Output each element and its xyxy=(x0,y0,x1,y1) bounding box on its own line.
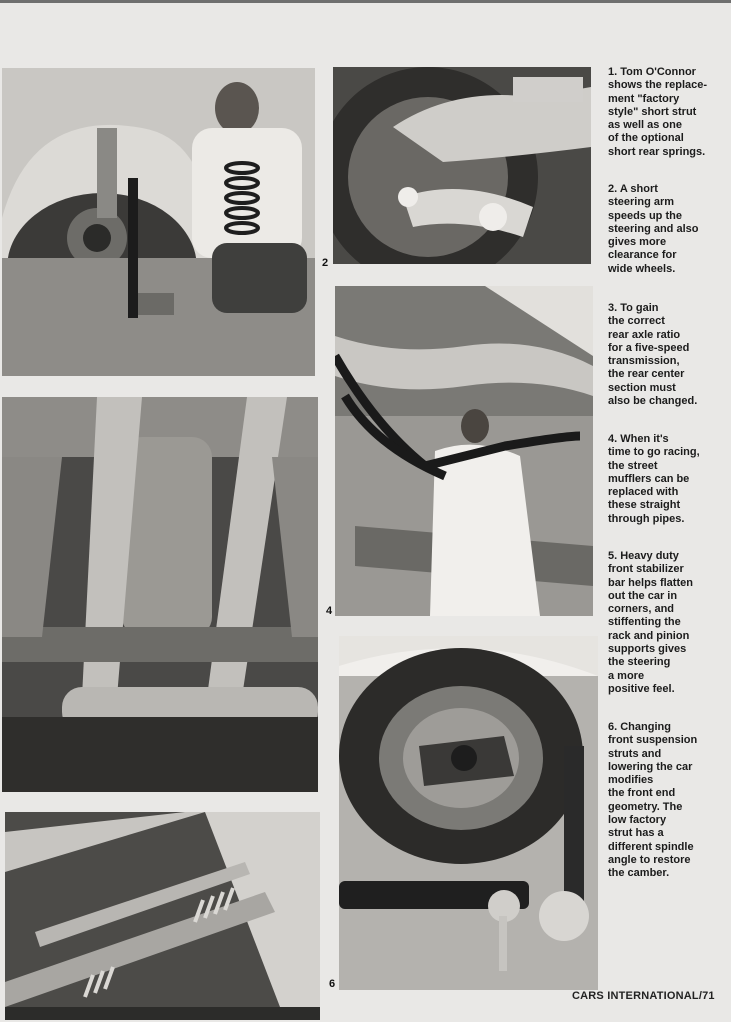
caption-4: 4. When it's time to go racing, the street mufflers can be replaced with these straight through pipes. xyxy=(608,433,700,525)
photo-straight-pipes-drawing xyxy=(335,286,593,616)
photo-steering-arm-drawing xyxy=(333,67,591,264)
photo-front-struts-drawing xyxy=(339,636,598,990)
caption-6: 6. Changing front suspension struts and lowering the car modifies the front end geometry. The low factory strut has a different spindle angle to restore the camber. xyxy=(608,721,698,880)
caption-3: 3. To gain the correct rear axle ratio for a five-speed transmission, the rear center section must also be changed. xyxy=(608,302,698,408)
page-footer: CARS INTERNATIONAL/71 xyxy=(572,990,715,1002)
photo-strut-and-spring-drawing xyxy=(2,68,315,376)
photo-rear-center-section xyxy=(2,397,318,792)
photo-number-4: 4 xyxy=(326,605,333,617)
photo-strut-and-spring xyxy=(2,68,315,376)
photo-number-2: 2 xyxy=(322,257,329,269)
photo-front-struts xyxy=(339,636,598,990)
caption-2: 2. A short steering arm speeds up the steering and also gives more clearance for wide wheels. xyxy=(608,183,699,275)
top-rule xyxy=(0,0,731,3)
photo-stabilizer-bar-drawing xyxy=(5,812,320,1020)
photo-stabilizer-bar xyxy=(5,812,320,1020)
caption-1: 1. Tom O'Connor shows the replace- ment "factory style" short strut as well as one of the optional short rear springs. xyxy=(608,66,708,158)
photo-rear-center-section-drawing xyxy=(2,397,318,792)
photo-number-6: 6 xyxy=(329,978,336,990)
caption-5: 5. Heavy duty front stabilizer bar helps flatten out the car in corners, and stiffenting the rack and pinion supports gives the steering a more positive feel. xyxy=(608,550,693,695)
photo-steering-arm xyxy=(333,67,591,264)
photo-straight-pipes xyxy=(335,286,593,616)
